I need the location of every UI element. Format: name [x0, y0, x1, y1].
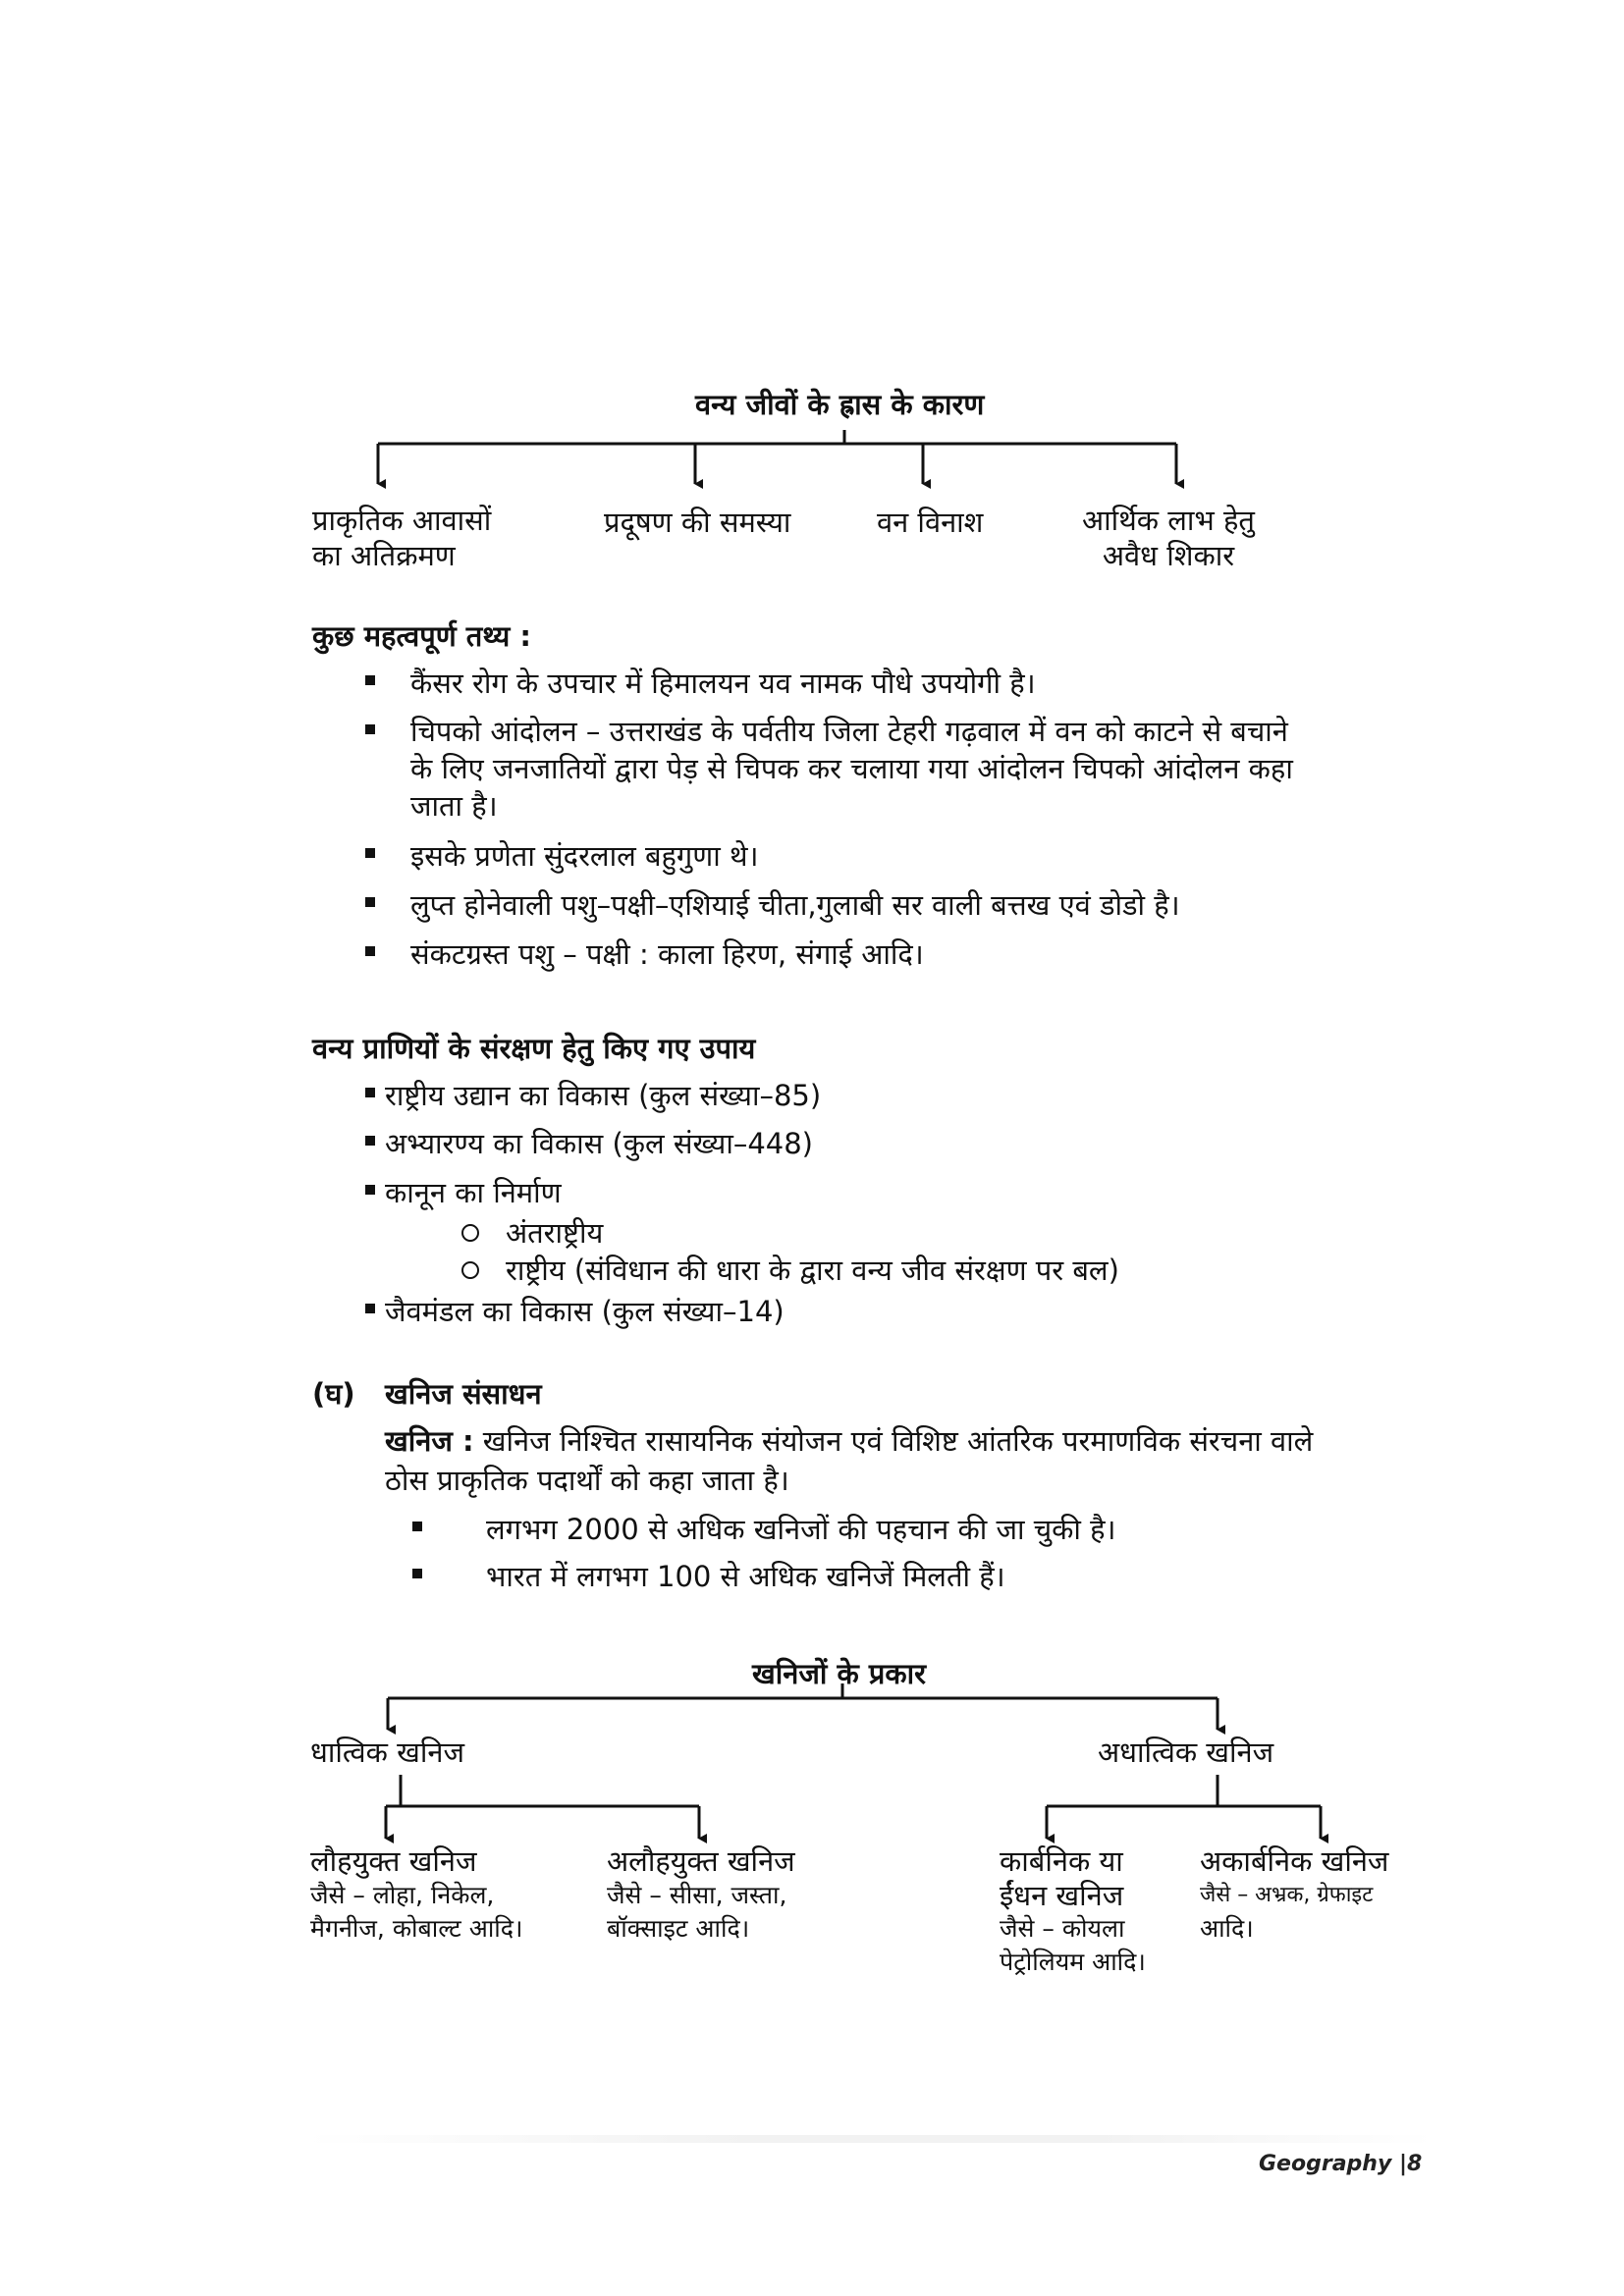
- conservation-item: जैवमंडल का विकास (कुल संख्या–14): [385, 1295, 785, 1328]
- fact-item: लुप्त होनेवाली पशु–पक्षी–एशियाई चीता,गुलाबी सर वाली बत्तख एवं डोडो है।: [410, 888, 1180, 922]
- fact-chipko-line1: चिपको आंदोलन – उत्तराखंड के पर्वतीय जिला टेहरी गढ़वाल में वन को काटने से बचाने: [410, 715, 1288, 748]
- cause-poaching-line2: अवैध शिकार: [1102, 539, 1235, 572]
- ferrous-title: लौहयुक्त खनिज: [310, 1844, 477, 1878]
- types-title: खनिजों के प्रकार: [752, 1657, 926, 1690]
- minerals-definition-line2: ठोस प्राकृतिक पदार्थों को कहा जाता है।: [385, 1464, 789, 1497]
- cause-pollution: प्रदूषण की समस्या: [604, 506, 791, 539]
- bullet-square: [365, 848, 375, 858]
- organic-line: कार्बनिक या: [1000, 1844, 1123, 1878]
- minerals-heading: खनिज संसाधन: [385, 1377, 542, 1411]
- fact-chipko-line2: के लिए जनजातियों द्वारा पेड़ से चिपक कर चलाया गया आंदोलन चिपको आंदोलन कहा: [410, 752, 1293, 785]
- organic-box: [1000, 1843, 1146, 1979]
- fact-item: संकटग्रस्त पशु – पक्षी : काला हिरण, संगाई आदि।: [410, 937, 924, 971]
- bullet-square: [365, 1304, 375, 1313]
- bullet-square: [412, 1569, 422, 1578]
- footer-rule: [304, 2135, 1434, 2143]
- inorganic-line: आदि।: [1200, 1914, 1254, 1943]
- ferrous-line: जैसे – लोहा, निकेल,: [310, 1881, 495, 1909]
- bullet-square: [412, 1522, 422, 1531]
- conservation-item: अभ्यारण्य का विकास (कुल संख्या–448): [385, 1127, 813, 1160]
- minerals-definition-line1: [385, 1421, 1313, 1460]
- bullet-square: [365, 946, 375, 956]
- bullet-circle: [461, 1261, 479, 1279]
- cause-habitat-line1: प्राकृतिक आवासों: [312, 504, 492, 537]
- mineral-point: लगभग 2000 से अधिक खनिजों की पहचान की जा चुकी है।: [486, 1513, 1116, 1546]
- page-footer: [1259, 2152, 1422, 2176]
- decline-title: वन्य जीवों के ह्रास के कारण: [695, 388, 985, 421]
- inorganic-line: जैसे – अभ्रक, ग्रेफाइट: [1200, 1883, 1374, 1907]
- cause-poaching-line1: आर्थिक लाभ हेतु: [1082, 504, 1255, 537]
- bullet-circle: [461, 1224, 479, 1242]
- definition-text: खनिज निश्चित रासायनिक संयोजन एवं विशिष्ट आंतरिक परमाणविक संरचना वाले: [473, 1424, 1314, 1458]
- conservation-subitem: राष्ट्रीय (संविधान की धारा के द्वारा वन्य जीव संरक्षण पर बल): [506, 1254, 1119, 1287]
- conservation-item: राष्ट्रीय उद्यान का विकास (कुल संख्या–85): [385, 1079, 822, 1112]
- bullet-square: [365, 897, 375, 907]
- bullet-square: [365, 1136, 375, 1146]
- cause-deforestation: वन विनाश: [877, 506, 984, 539]
- footer-separator: |: [1391, 2152, 1407, 2176]
- bullet-square: [365, 1088, 375, 1097]
- section-marker: (घ): [312, 1377, 355, 1411]
- facts-heading: कुछ महत्वपूर्ण तथ्य :: [312, 619, 532, 653]
- mineral-point: भारत में लगभग 100 से अधिक खनिजें मिलती हैं।: [486, 1560, 1005, 1593]
- bullet-square: [365, 675, 375, 685]
- conservation-heading: वन्य प्राणियों के संरक्षण हेतु किए गए उपाय: [312, 1032, 756, 1065]
- inorganic-box: [1200, 1843, 1388, 1946]
- organic-line: ईंधन खनिज: [1000, 1879, 1124, 1912]
- nonferrous-line: बॉक्साइट आदि।: [607, 1914, 750, 1943]
- ferrous-line: मैगनीज, कोबाल्ट आदि।: [310, 1914, 523, 1943]
- fact-chipko-line3: जाता है।: [410, 789, 498, 823]
- conservation-subitem: अंतराष्ट्रीय: [506, 1216, 604, 1250]
- inorganic-title: अकार्बनिक खनिज: [1200, 1844, 1389, 1878]
- page-number: 8: [1407, 2152, 1423, 2176]
- nonferrous-line: जैसे – सीसा, जस्ता,: [607, 1881, 787, 1909]
- ferrous-box: [310, 1843, 522, 1946]
- conservation-item: कानून का निर्माण: [385, 1176, 562, 1209]
- cause-habitat: [312, 503, 491, 573]
- fact-item: इसके प्रणेता सुंदरलाल बहुगुणा थे।: [410, 839, 759, 873]
- bullet-square: [365, 1185, 375, 1195]
- organic-line: जैसे – कोयला: [1000, 1914, 1125, 1943]
- fact-item-chipko: [410, 713, 1293, 825]
- nonmetallic-label: अधात्विक खनिज: [1098, 1735, 1274, 1769]
- bullet-square: [365, 724, 375, 734]
- metallic-label: धात्विक खनिज: [310, 1735, 465, 1769]
- footer-subject: Geography: [1259, 2152, 1392, 2176]
- cause-poaching: [1070, 503, 1267, 573]
- nonferrous-title: अलौहयुक्त खनिज: [607, 1844, 795, 1878]
- nonferrous-box: [607, 1843, 795, 1946]
- definition-term: खनिज :: [385, 1424, 474, 1458]
- fact-item: कैंसर रोग के उपचार में हिमालयन यव नामक पौधे उपयोगी है।: [410, 667, 1036, 700]
- organic-line: पेट्रोलियम आदि।: [1000, 1948, 1146, 1976]
- cause-habitat-line2: का अतिक्रमण: [312, 539, 456, 572]
